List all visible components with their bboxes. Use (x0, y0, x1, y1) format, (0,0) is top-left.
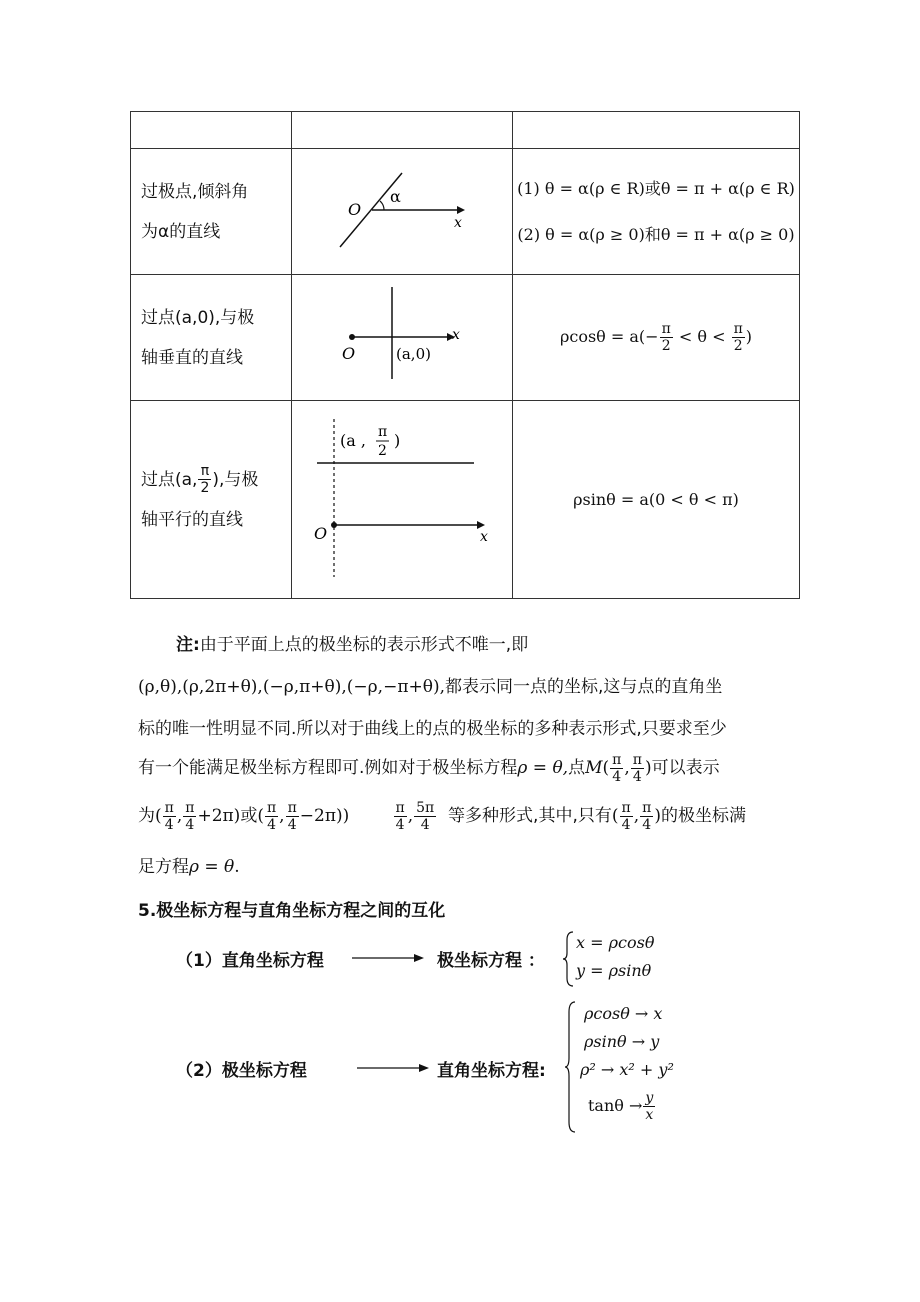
row1-eq1: (1) θ = α(ρ ∈ R)或θ = π + α(ρ ∈ R) (517, 178, 795, 198)
table-header-row (131, 112, 800, 149)
row2-equation (513, 275, 800, 401)
row1-figure (292, 149, 513, 275)
item1-eq1: x = ρcosθ (576, 933, 655, 952)
row1-label (131, 149, 292, 275)
item2-eq2: ρsinθ → y (584, 1032, 660, 1051)
note-text5b: 等多种形式,其中,只有 (448, 806, 612, 826)
note-text6a: 足方程 (138, 857, 189, 877)
row3-label (131, 401, 292, 599)
point-frac-den: 2 (378, 443, 387, 459)
point-M: M (585, 758, 603, 778)
note-line5: 为( $\frac{\pi}{4}$ , $\frac{\pi}{4}$ +2π)或( $\frac{\pi}{4}$ , $\frac{\pi}{4}$ −2π)) $\frac{\pi}{4}$ , $\frac{5\pi}{4}$ 等多种形式,其中,只有( $\frac{\pi}{4}$ , $\frac{\pi}{4}$ )的极坐标满 (138, 800, 746, 833)
note-line2 (138, 672, 722, 697)
frac-den: 2 (661, 338, 671, 354)
row3-label-prefix: 过点(a, (141, 469, 198, 490)
inclined-line-diagram (292, 149, 512, 270)
frac-num: y (645, 1090, 654, 1106)
origin-label: O (348, 200, 362, 219)
note-line4: 有一个能满足极坐标方程即可.例如对于极坐标方程ρ = θ,点M( $\frac{\pi}{4}$ , $\frac{\pi}{4}$ )可以表示 (138, 752, 720, 785)
fraction (198, 463, 211, 496)
note-period: . (234, 857, 240, 877)
note-line3: 标的唯一性明显不同.所以对于曲线上的点的极坐标的多种表示形式,只要求至少 (138, 719, 727, 739)
item1-target: 极坐标方程 ： (437, 951, 545, 971)
x-axis-label: x (454, 215, 462, 231)
row1-label-line2: 为α的直线 (141, 221, 221, 242)
note-text5a: 为 (138, 806, 155, 826)
row1-label-line1: 过极点,倾斜角 (141, 181, 249, 202)
row2-figure (292, 275, 513, 401)
arrow-right-icon (350, 948, 426, 968)
x-axis-label: x (452, 327, 460, 343)
polar-line-table (130, 111, 800, 599)
row2-eq-prefix: ρcosθ = a(− (559, 327, 659, 346)
frac-den: 2 (200, 480, 210, 496)
note-label: 注: (176, 635, 200, 655)
header-cell-2 (292, 112, 513, 149)
header-cell-3 (513, 112, 800, 149)
frac-num: π (733, 321, 743, 337)
frac-num: π (198, 463, 211, 480)
origin-label: O (314, 524, 328, 543)
item1-eq2: y = ρsinθ (576, 961, 652, 980)
row1-eq2: (2) θ = α(ρ ≥ 0)和θ = π + α(ρ ≥ 0) (517, 224, 795, 244)
angle-arc (380, 201, 384, 210)
row2-label-line2: 轴垂直的直线 (141, 347, 243, 368)
left-brace-icon (562, 930, 576, 988)
row3-label-suffix: ),与极 (212, 469, 259, 490)
section5-title: 5.极坐标方程与直角坐标方程之间的互化 (138, 901, 446, 921)
perpendicular-line-diagram (292, 275, 512, 396)
row3-equation (513, 401, 800, 599)
row2-label (131, 275, 292, 401)
note-eq-rho-theta: ρ = θ, (517, 758, 569, 778)
frac-den: x (645, 1107, 654, 1123)
row2-eq-mid: < θ < (673, 327, 731, 346)
item2-eq4-text: tanθ → (588, 1096, 643, 1115)
item2-eq3: ρ² → x² + y² (580, 1060, 674, 1079)
item1-label: （1）直角坐标方程 (176, 951, 324, 971)
origin-dot (349, 334, 355, 340)
row3-label-line2: 轴平行的直线 (141, 509, 243, 530)
point-label-prefix: (a , (340, 431, 366, 450)
note-text2: 都表示同一点的坐标,这与点的直角坐 (445, 677, 723, 697)
alpha-label: α (390, 187, 401, 206)
item2-target: 直角坐标方程: (437, 1061, 546, 1081)
row1-equations (513, 149, 800, 275)
header-cell-1 (131, 112, 292, 149)
fraction (732, 321, 745, 354)
point-label-suffix: ) (394, 431, 401, 450)
table-row (131, 401, 800, 599)
note-line6 (138, 852, 240, 877)
table-row (131, 275, 800, 401)
note-text-or: 或 (240, 806, 258, 826)
table-row (131, 149, 800, 275)
note-eq6: ρ = θ (189, 857, 235, 877)
note-line1 (176, 630, 528, 655)
row2-label-line1: 过点(a,0),与极 (141, 307, 255, 328)
row3-figure (292, 401, 513, 599)
point-frac-num: π (378, 424, 388, 440)
origin-label: O (342, 344, 356, 363)
item2-eq4 (588, 1090, 656, 1123)
note-text5c: 的极坐标满 (660, 806, 746, 826)
note-text4c: 可以表示 (651, 758, 720, 778)
point-label: (a,0) (396, 345, 431, 363)
parallel-line-diagram (292, 401, 512, 594)
fraction (643, 1090, 655, 1123)
item2-eq1: ρcosθ → x (584, 1004, 663, 1023)
frac-den: 2 (733, 338, 743, 354)
note-coords: (ρ,θ),(ρ,2π+θ),(−ρ,π+θ),(−ρ,−π+θ), (138, 677, 446, 697)
frac-num: π (661, 321, 671, 337)
row3-label-line1 (141, 460, 291, 500)
axis-arrow (477, 521, 485, 529)
fraction (660, 321, 673, 354)
note-text4a: 有一个能满足极坐标方程即可.例如对于极坐标方程 (138, 758, 518, 778)
row2-eq-suffix: ) (745, 327, 753, 346)
note-text4b: 点 (568, 758, 586, 778)
left-brace-icon (564, 1000, 578, 1134)
row3-eq: ρsinθ = a(0 < θ < π) (573, 490, 739, 509)
origin-dot (331, 522, 337, 528)
note-text1: 由于平面上点的极坐标的表示形式不唯一,即 (199, 635, 529, 655)
x-axis-label: x (480, 529, 488, 545)
axis-arrow (457, 206, 465, 214)
item2-label: （2）极坐标方程 (176, 1061, 307, 1081)
arrow-right-icon (355, 1058, 431, 1078)
